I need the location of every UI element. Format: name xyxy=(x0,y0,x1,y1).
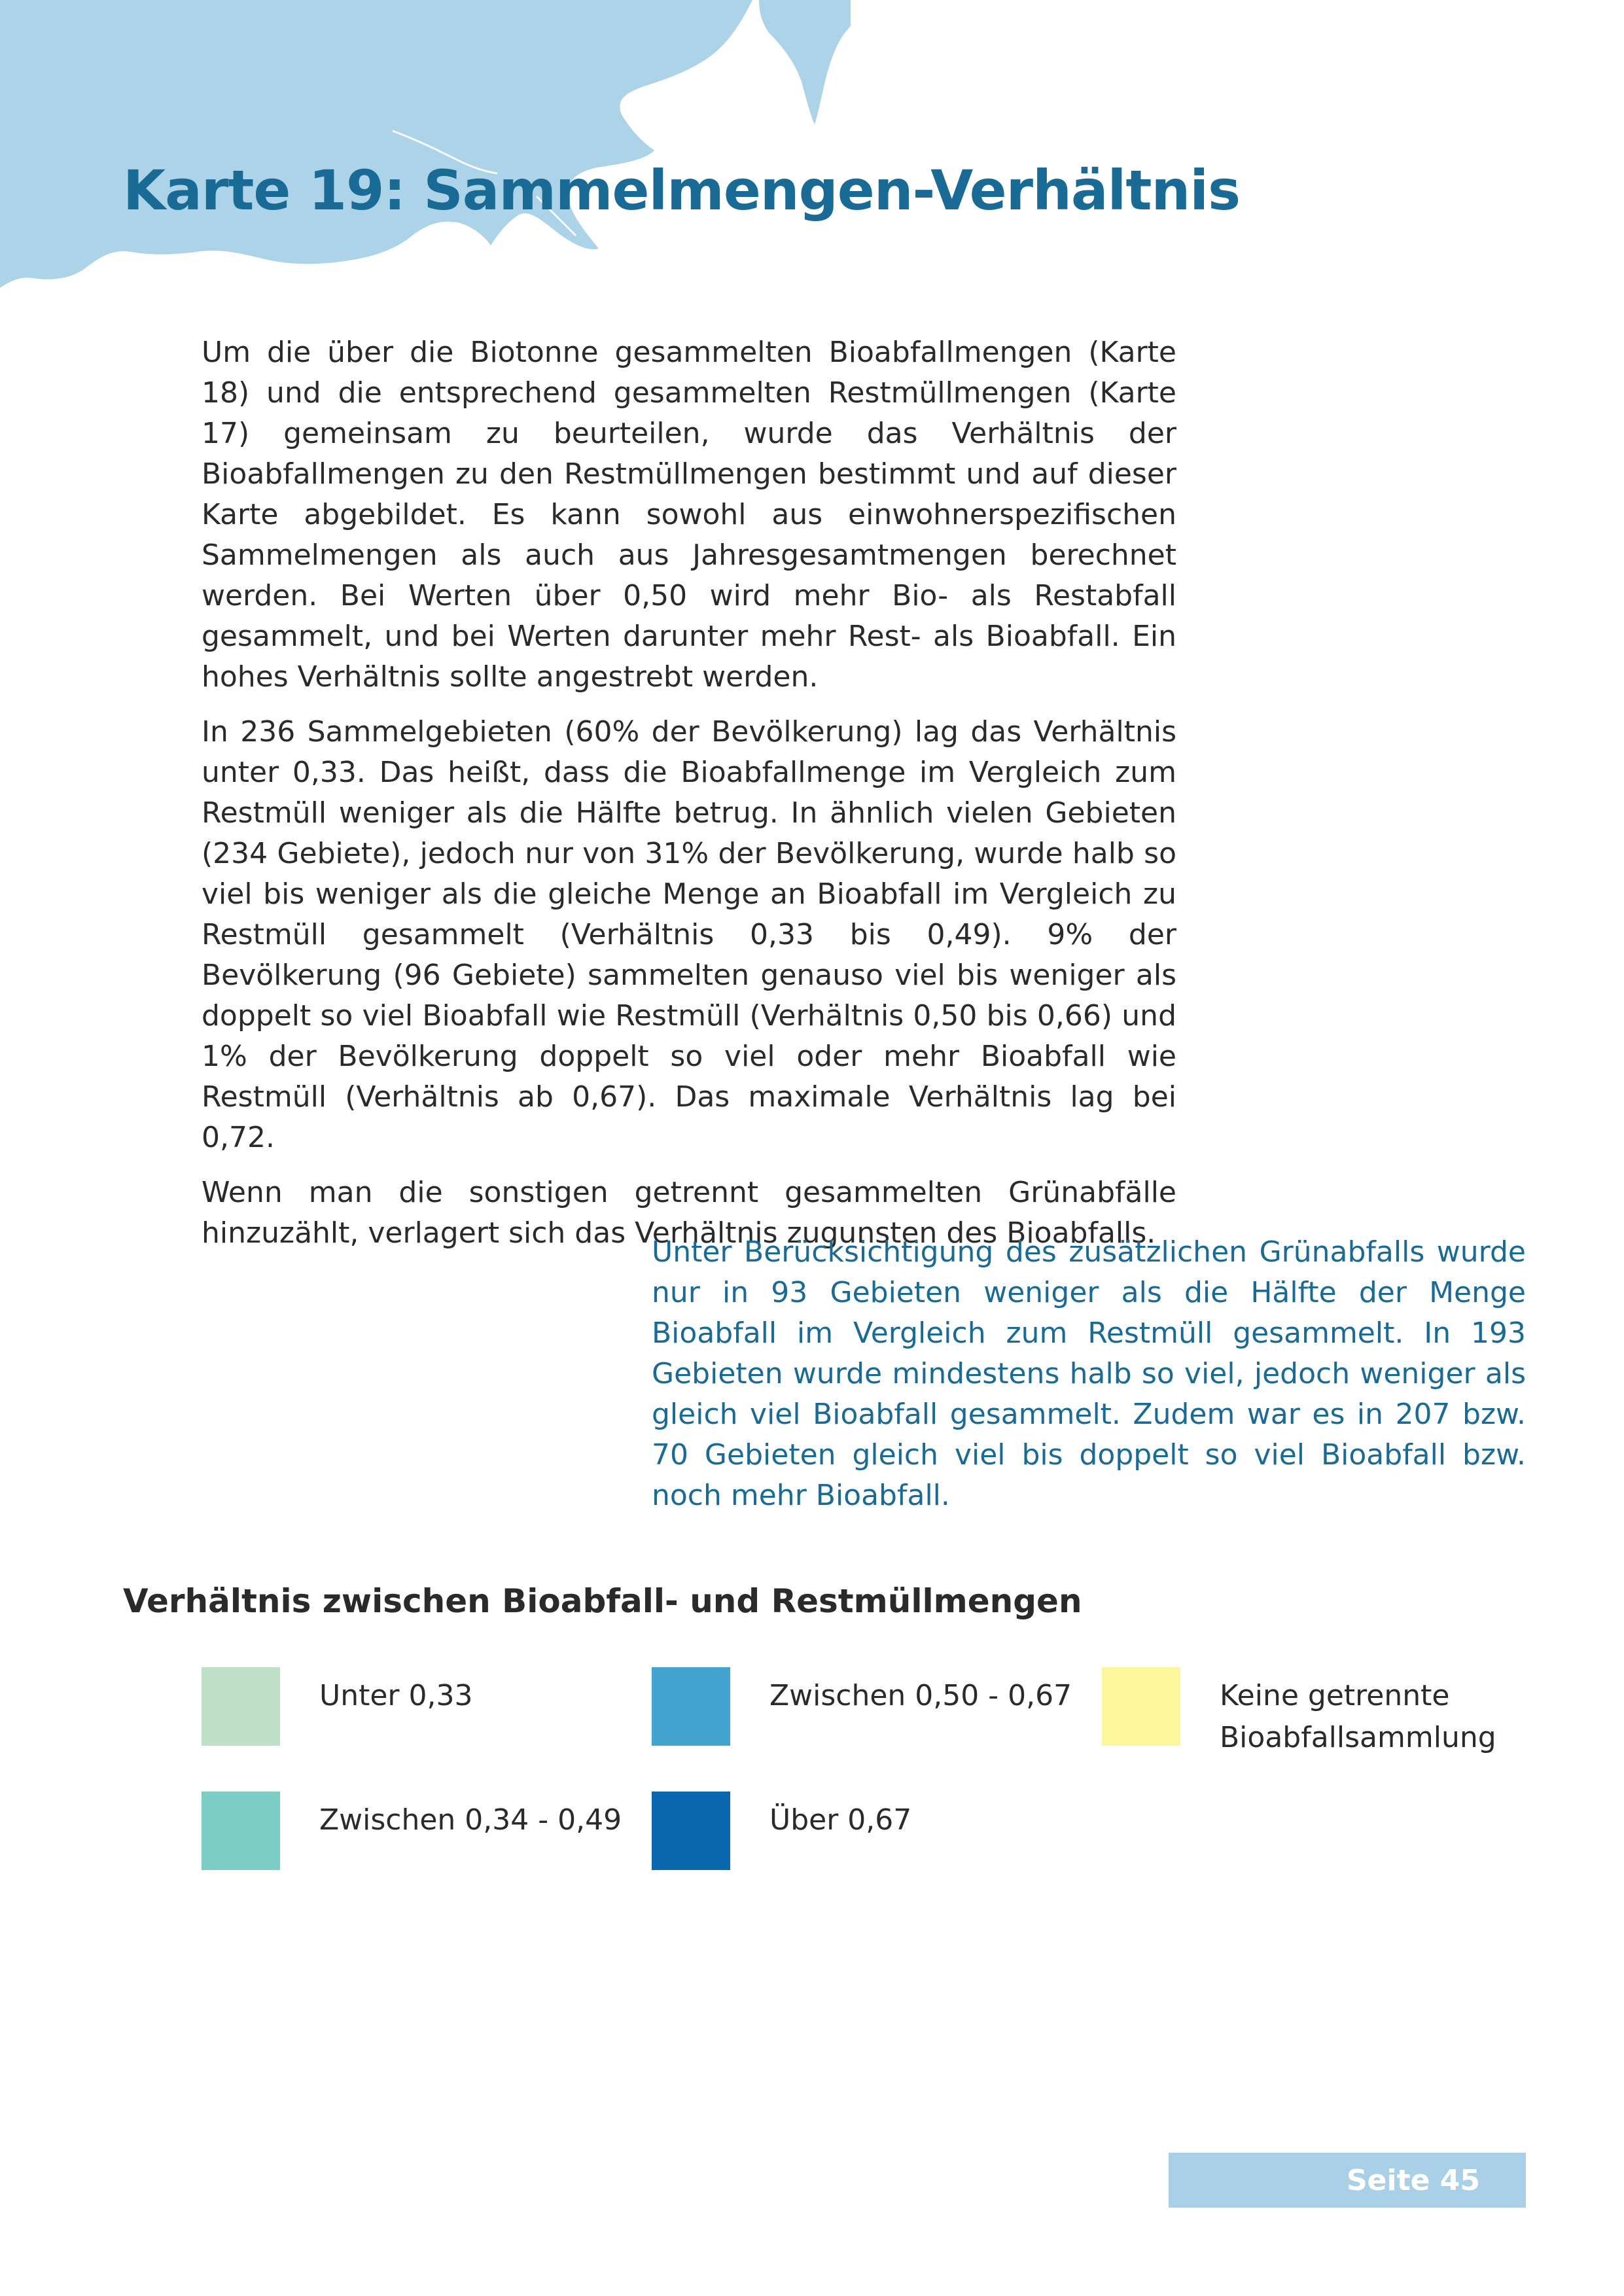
page-number-badge xyxy=(1169,2153,1526,2208)
legend-label: Unter 0,33 xyxy=(319,1679,473,1712)
legend-swatch xyxy=(1102,1667,1180,1746)
page-title: Karte 19: Sammelmengen-Verhältnis xyxy=(123,158,1241,222)
legend-label: Zwischen 0,50 - 0,67 xyxy=(769,1679,1072,1712)
island-bay xyxy=(759,0,851,124)
legend-swatch xyxy=(652,1667,730,1746)
body-paragraph: In 236 Sammelgebieten (60% der Bevölkerung) lag das Verhältnis unter 0,33. Das heißt, dass die Bioabfallmenge im Vergleich zum Restmüll weniger als die Hälfte betrug. In ähnlich vielen Gebieten (234 Gebiete), jedoch nur von 31% der Bevölkerung, wurde halb so viel bis weniger als die gleiche Menge an Bioabfall im Vergleich zu Restmüll gesammelt (Verhältnis 0,33 bis 0,49). 9% der Bevölkerung (96 Gebiete) sammelten genauso viel bis weniger als doppelt so viel Bioabfall wie Restmüll (Verhältnis 0,50 bis 0,66) und 1% der Bevölkerung doppelt so viel oder mehr Bioabfall wie Restmüll (Verhältnis ab 0,67). Das maximale Verhältnis lag bei 0,72. xyxy=(202,715,1176,1154)
highlight-paragraph: Unter Berücksichtigung des zusätzlichen Grünabfalls wurde nur in 93 Gebieten weniger als die Hälfte der Menge Bioabfall im Vergleich zum Restmüll gesammelt. In 193 Gebieten wurde mindestens halb so viel, jedoch weniger als gleich viel Bioabfall gesammelt. Zudem war es in 207 bzw. 70 Gebieten gleich viel bis doppelt so viel Bioabfall bzw. noch mehr Bioabfall. xyxy=(652,1235,1526,1512)
sea-area xyxy=(0,0,752,288)
body-paragraph: Um die über die Biotonne gesammelten Bioabfallmengen (Karte 18) und die entsprechend gesammelten Restmüllmengen (Karte 17) gemeinsam zu beurteilen, wurde das Verhältnis der Bioabfallmengen zu den Restmüllmengen bestimmt und auf dieser Karte abgebildet. Es kann sowohl aus einwohnerspezifischen Sammelmengen als auch aus Jahresgesamtmengen berechnet werden. Bei Werten über 0,50 wird mehr Bio- als Restabfall gesammelt, und bei Werten darunter mehr Rest- als Bioabfall. Ein hohes Verhältnis sollte angestrebt werden. xyxy=(202,336,1176,694)
legend-label: Über 0,67 xyxy=(769,1803,912,1837)
body-text xyxy=(202,332,1176,1268)
coastline-map-decoration xyxy=(0,0,851,288)
highlight-box xyxy=(652,1232,1526,1516)
legend-title: Verhältnis zwischen Bioabfall- und Restmüllmengen xyxy=(123,1582,1082,1620)
page-number: Seite 45 xyxy=(1346,2163,1480,2197)
legend-label: Zwischen 0,34 - 0,49 xyxy=(319,1803,622,1837)
legend-swatch xyxy=(202,1792,280,1870)
legend-swatch xyxy=(202,1667,280,1746)
legend-label: Keine getrennte Bioabfallsammlung xyxy=(1220,1679,1496,1754)
legend-swatch xyxy=(652,1792,730,1870)
body-paragraph: Wenn man die sonstigen getrennt gesammelten Grünabfälle hinzuzählt, verlagert sich das Verhältnis zugunsten des Bioabfalls. xyxy=(202,1176,1176,1250)
